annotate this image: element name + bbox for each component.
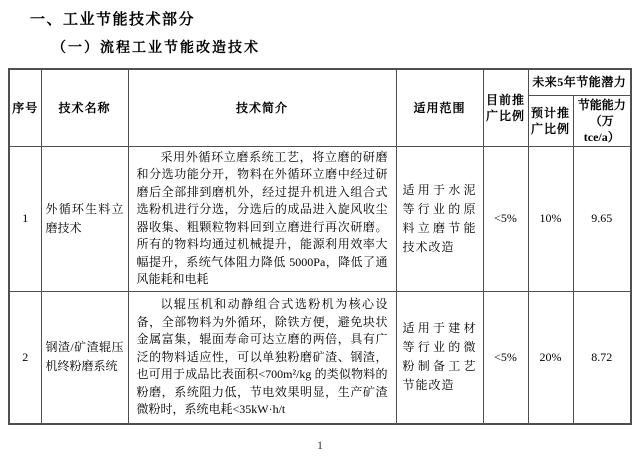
cell-current-ratio: <5%	[483, 146, 528, 291]
col-header-index: 序号	[9, 69, 41, 146]
col-header-expected-ratio: 预计推广比例	[528, 95, 573, 146]
header-row-top	[9, 69, 631, 95]
col-header-future-potential-group: 未来5年节能潜力	[528, 69, 631, 95]
col-header-saving-capacity	[573, 95, 631, 146]
cell-applicable-scope: 适用于水泥等行业的原料立磨节能技术改造	[396, 146, 483, 291]
cell-technology-name: 外循环生料立磨技术	[41, 146, 128, 291]
cell-applicable-scope: 适用于建材等行业的微粉制备工艺节能改造	[396, 291, 483, 424]
cell-saving-capacity: 8.72	[573, 291, 631, 424]
cell-technology-brief: 采用外循环立磨系统工艺，将立磨的研磨和分选功能分开，物料在外循环立磨中经过研磨后全部排到磨机外，经过提升机进入组合式选粉机进行分选，分选后的成品进入旋风收尘器收集、粗颗粒物料回到立磨进行再次研磨。所有的物料均通过机械提升，能源利用效率大幅提升，系统气体阻力降低 5000Pa，降低了通风能耗和电耗	[128, 146, 396, 291]
col-header-brief: 技术简介	[128, 69, 396, 146]
cell-expected-ratio: 20%	[528, 291, 573, 424]
cell-technology-name: 钢渣/矿渣辊压机终粉磨系统	[41, 291, 128, 424]
col-header-scope: 适用范围	[396, 69, 483, 146]
cell-saving-capacity: 9.65	[573, 146, 631, 291]
table-row	[9, 146, 631, 291]
table-row	[9, 291, 631, 424]
col-header-name: 技术名称	[41, 69, 128, 146]
cell-index: 1	[9, 146, 41, 291]
subsection-heading: （一）流程工业节能改造技术	[52, 41, 260, 56]
technology-table	[8, 68, 632, 425]
page-number: 1	[317, 438, 323, 452]
cell-technology-brief: 以辊压机和动静组合式选粉机为核心设备，全部物料为外循环，除铁方便，避免块状金属富集，辊面寿命可达立磨的两倍，具有广泛的物料适应性，可以单独粉磨矿渣、钢渣，也可用于成品比表面积<700m²/kg 的类似物料的粉磨，系统阻力低，节电效果明显，生产矿渣微粉时，系统电耗<35kW·h/t	[128, 291, 396, 424]
section-heading: 一、工业节能技术部分	[30, 11, 196, 28]
saving-capacity-label-line2: （万tce/a）	[583, 113, 620, 144]
col-header-current-ratio: 目前推广比例	[483, 69, 528, 146]
cell-index: 2	[9, 291, 41, 424]
saving-capacity-label-line1: 节能能力	[577, 97, 626, 112]
cell-current-ratio: <5%	[483, 291, 528, 424]
cell-expected-ratio: 10%	[528, 146, 573, 291]
